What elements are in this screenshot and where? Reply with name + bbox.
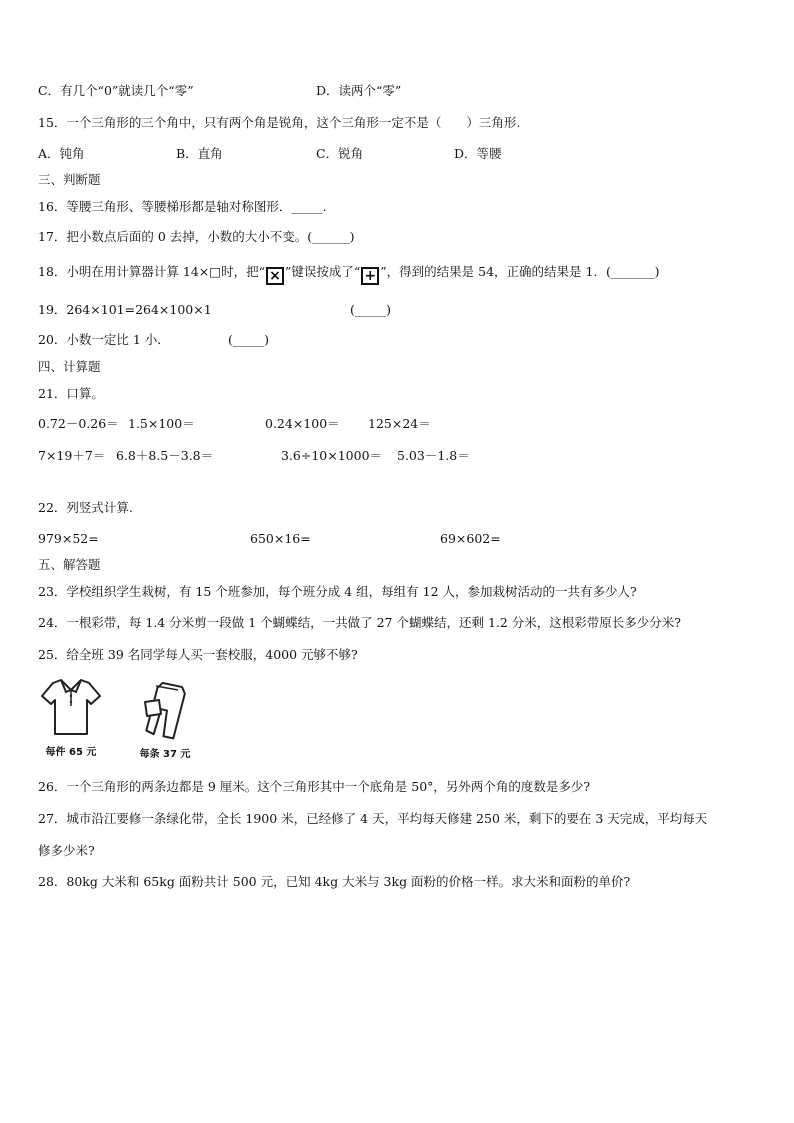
q15-stem: 15．一个三角形的三个角中，只有两个角是锐角，这个三角形一定不是（ ）三角形. — [38, 115, 521, 130]
shirt-price-label: 每件 65 元 — [45, 747, 97, 758]
q18-post: ”，得到的结果是 54，正确的结果是 1．(_______) — [380, 264, 660, 279]
q21-stem: 21．口算。 — [38, 386, 104, 401]
q27-line2: 修多少米? — [38, 843, 95, 858]
q14-option-d: D．读两个“零” — [316, 83, 402, 98]
pants-icon — [139, 680, 191, 740]
q25-stem: 25．给全班 39 名同学每人买一套校服，4000 元够不够? — [38, 647, 358, 662]
q16: 16．等腰三角形、等腰梯形都是轴对称图形．_____. — [38, 199, 327, 214]
q21-item: 6.8＋8.5－3.8＝ — [116, 448, 214, 463]
q15-option-c: C．锐角 — [316, 146, 364, 161]
plus-key-icon: + — [361, 267, 379, 285]
q22-item: 650×16= — [250, 531, 311, 546]
q21-item: 7×19＋7＝ — [38, 448, 106, 463]
section-heading-3: 三、判断题 — [38, 172, 101, 187]
q23: 23．学校组织学生栽树，有 15 个班参加，每个班分成 4 组，每组有 12 人，参加栽树活动的一共有多少人? — [38, 584, 637, 599]
shirt-figure — [38, 676, 104, 758]
q22-item: 979×52= — [38, 531, 99, 546]
q18 — [38, 263, 659, 285]
q21-item: 5.03－1.8＝ — [397, 448, 470, 463]
q24: 24．一根彩带，每 1.4 分米剪一段做 1 个蝴蝶结，一共做了 27 个蝴蝶结，还剩 1.2 分米，这根彩带原长多少分米? — [38, 615, 682, 630]
pants-figure — [136, 680, 194, 760]
q28: 28．80kg 大米和 65kg 面粉共计 500 元，已知 4kg 大米与 3kg 面粉的价格一样。求大米和面粉的单价? — [38, 874, 631, 889]
q17: 17．把小数点后面的 0 去掉，小数的大小不变。(______) — [38, 229, 355, 244]
q19-blank: (_____) — [350, 302, 392, 317]
q15-option-b: B．直角 — [176, 146, 223, 161]
pants-price-label: 每条 37 元 — [139, 749, 191, 760]
shirt-icon — [39, 676, 103, 738]
q15-option-d: D．等腰 — [454, 146, 502, 161]
q20-blank: (_____) — [228, 332, 270, 347]
multiply-key-icon: × — [266, 267, 284, 285]
q21-item: 3.6÷10×1000＝ — [281, 448, 383, 463]
q22-stem: 22．列竖式计算. — [38, 500, 133, 515]
q18-mid: ”键误按成了“ — [284, 264, 361, 279]
q21-item: 0.72－0.26＝ — [38, 416, 119, 431]
q21-item: 0.24×100＝ — [265, 416, 340, 431]
q21-item: 125×24＝ — [368, 416, 431, 431]
q20-stem: 20．小数一定比 1 小． — [38, 332, 170, 347]
q22-item: 69×602= — [440, 531, 501, 546]
q15-option-a: A．钝角 — [38, 146, 85, 161]
q27-line1: 27．城市沿江要修一条绿化带，全长 1900 米，已经修了 4 天，平均每天修建 250 米，剩下的要在 3 天完成，平均每天 — [38, 811, 708, 826]
section-heading-5: 五、解答题 — [38, 557, 101, 572]
q19-stem: 19．264×101=264×100×1 — [38, 302, 212, 317]
q21-item: 1.5×100＝ — [128, 416, 195, 431]
section-heading-4: 四、计算题 — [38, 359, 101, 374]
q14-option-c: C．有几个“0”就读几个“零” — [38, 83, 194, 98]
q26: 26．一个三角形的两条边都是 9 厘米。这个三角形其中一个底角是 50°，另外两个角的度数是多少? — [38, 779, 591, 794]
q18-pre: 18．小明在用计算器计算 14×□时，把“ — [38, 264, 265, 279]
